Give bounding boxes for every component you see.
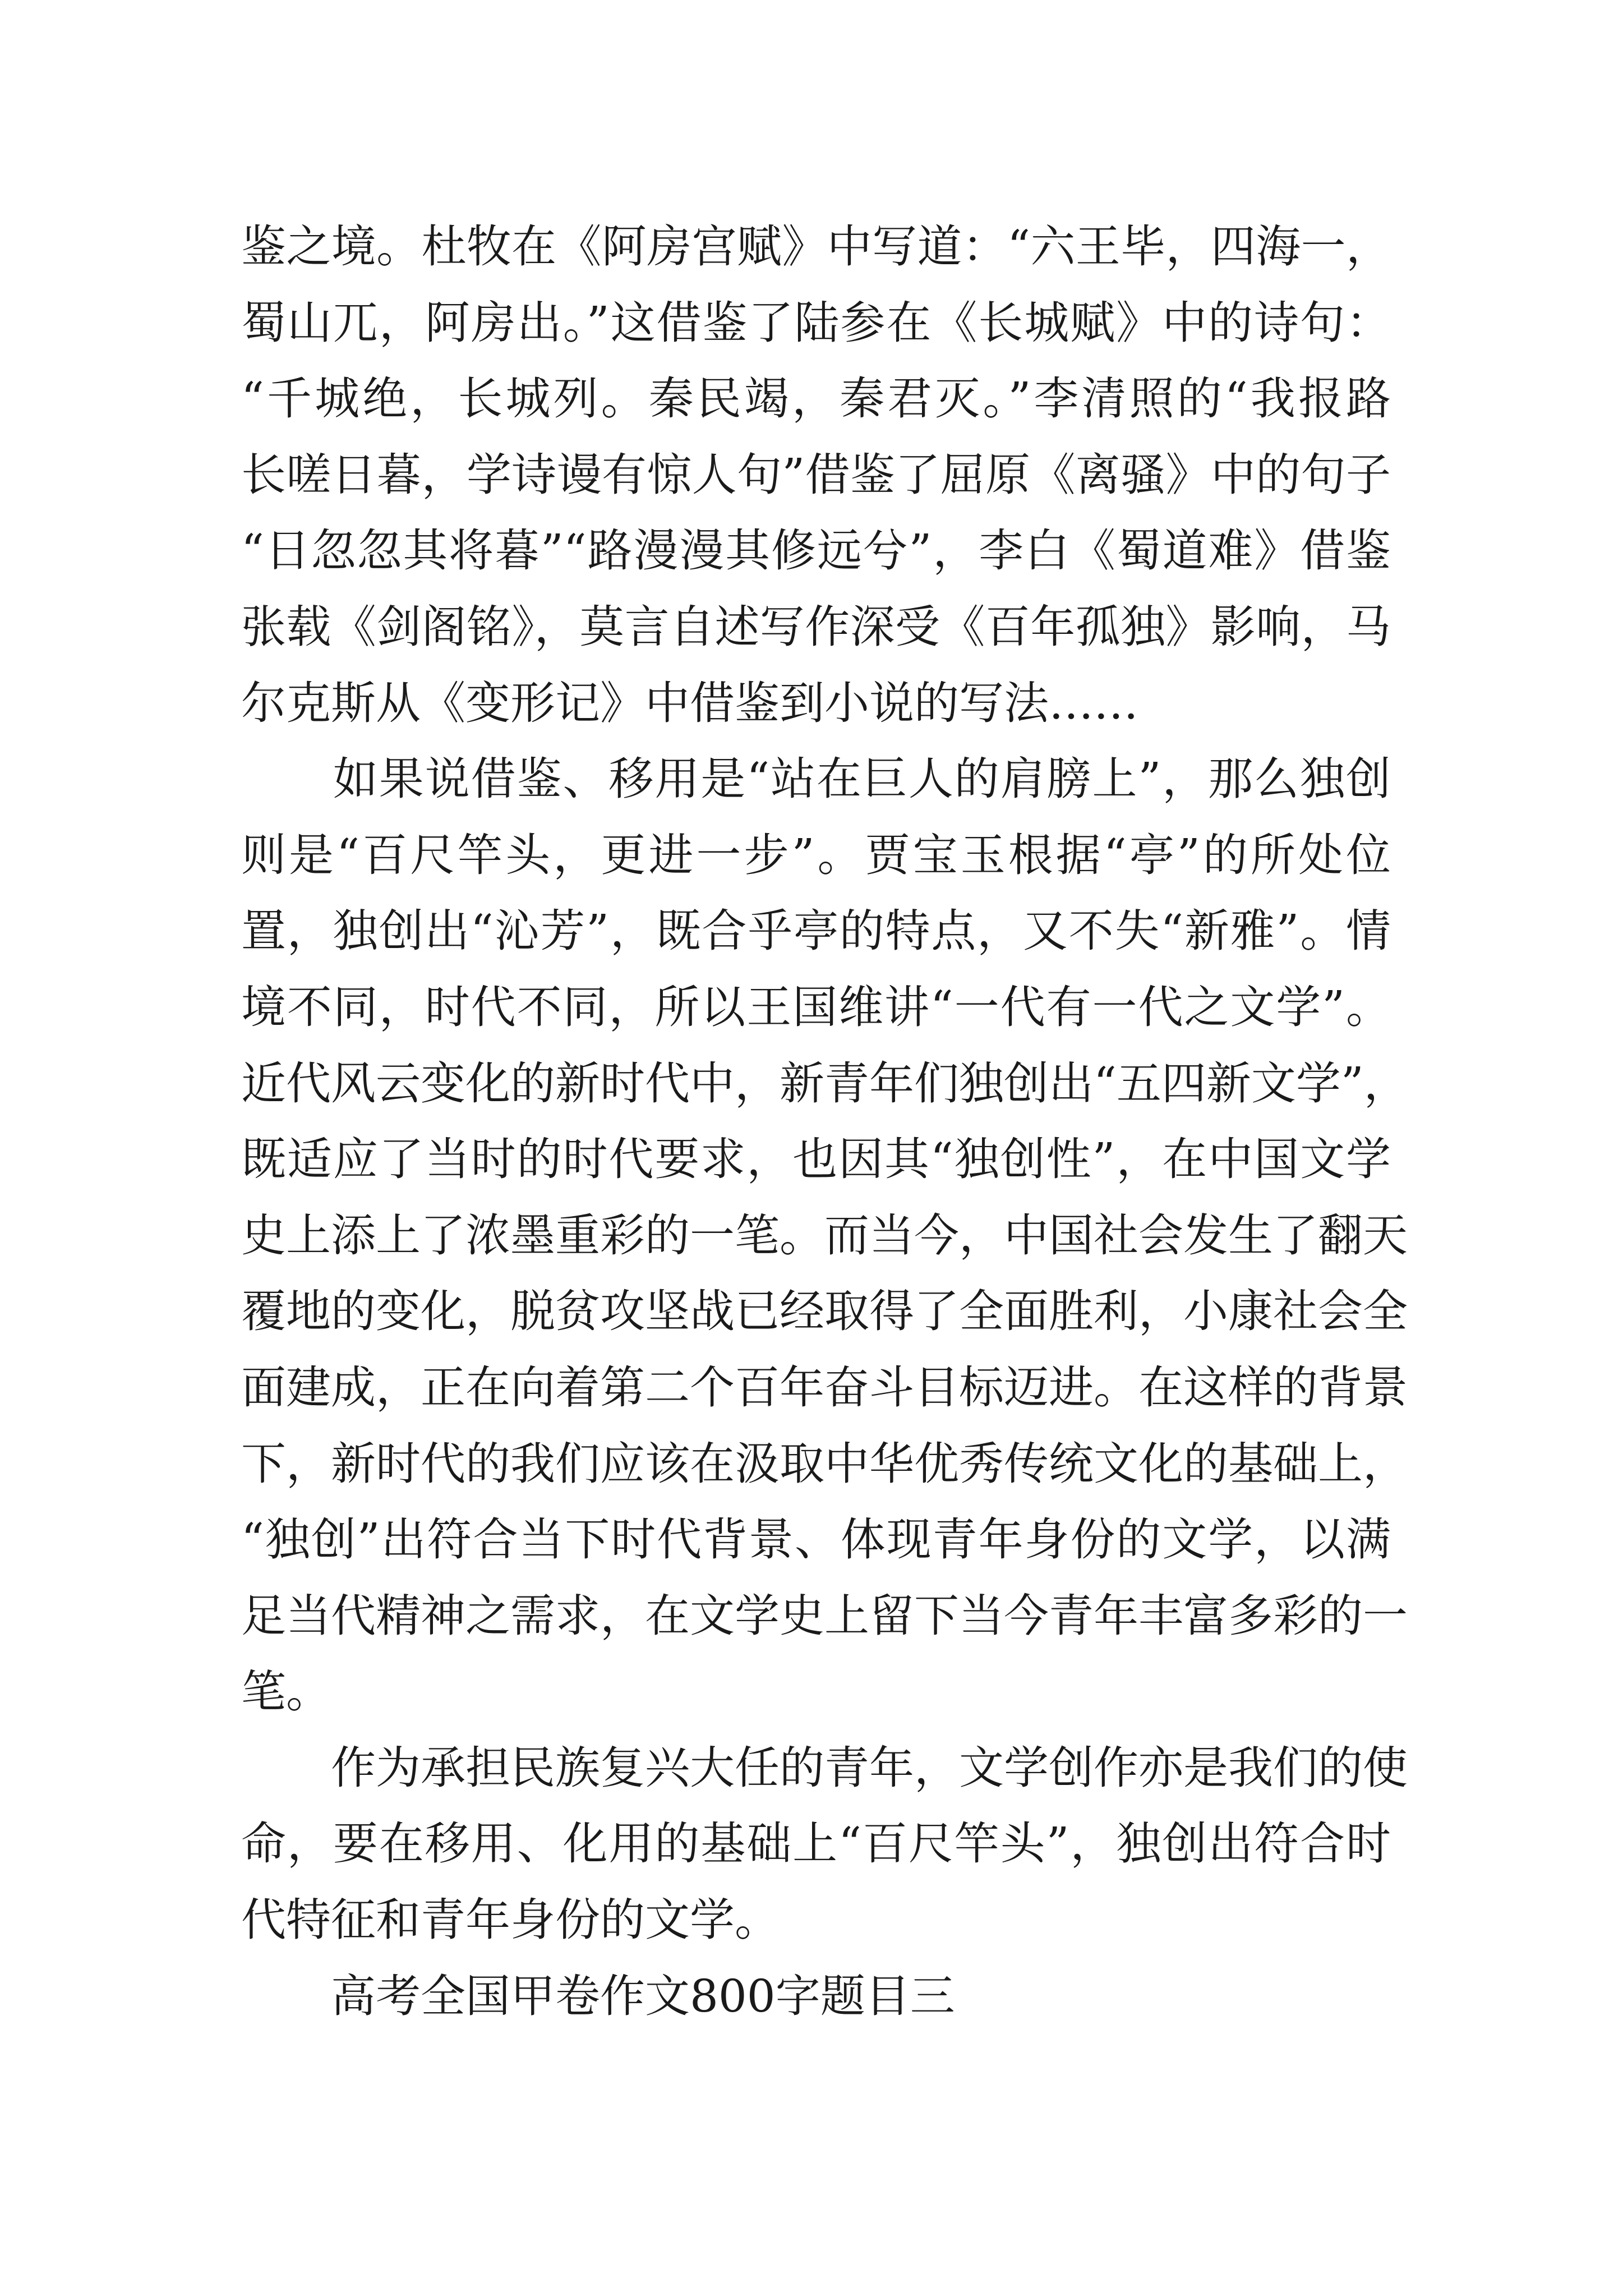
text-line: “独创”出符合当下时代背景、体现青年身份的文学，以满 [241,1513,1391,1566]
text-line: 命，要在移用、化用的基础上“百尺竿头”，独创出符合时 [241,1818,1391,1870]
paragraph-1 [241,209,1391,741]
section-heading: 高考全国甲卷作文800字题目三 [241,1970,955,2022]
text-line: 代特征和青年身份的文学。 [241,1894,780,1947]
text-line: 蜀山兀，阿房出。”这借鉴了陆参在《长城赋》中的诗句： [241,296,1391,349]
text-line: 笔。 [241,1665,331,1718]
text-line: 下，新时代的我们应该在汲取中华优秀传统文化的基础上， [241,1437,1408,1490]
text-line: 境不同，时代不同，所以王国维讲“一代有一代之文学”。 [241,981,1391,1033]
text-line: 覆地的变化，脱贫攻坚战已经取得了全面胜利，小康社会全 [241,1285,1408,1338]
text-line: 置，独创出“沁芳”，既合乎亭的特点，又不失“新雅”。情 [241,905,1391,958]
text-line: 则是“百尺竿头，更进一步”。贾宝玉根据“亭”的所处位 [241,829,1391,881]
text-line: 长嗟日暮，学诗谩有惊人句”借鉴了屈原《离骚》中的句子 [241,448,1391,501]
text-line: 如果说借鉴、移用是“站在巨人的肩膀上”，那么独创 [241,753,1391,806]
text-line: 张载《剑阁铭》，莫言自述写作深受《百年孤独》影响，马 [241,600,1391,653]
text-line: 史上添上了浓墨重彩的一笔。而当今，中国社会发生了翻天 [241,1209,1408,1262]
text-line: 鉴之境。杜牧在《阿房宫赋》中写道：“六王毕，四海一， [241,220,1391,273]
text-line: 足当代精神之需求，在文学史上留下当今青年丰富多彩的一 [241,1589,1408,1642]
paragraph-3 [241,1730,1408,1958]
text-line: 既适应了当时的时代要求，也因其“独创性”，在中国文学 [241,1133,1391,1186]
text-line: 近代风云变化的新时代中，新青年们独创出“五四新文学”， [241,1057,1409,1110]
text-line: 作为承担民族复兴大任的青年，文学创作亦是我们的使 [241,1741,1408,1794]
text-line: “日忽忽其将暮”“路漫漫其修远兮”，李白《蜀道难》借鉴 [241,524,1391,577]
document-body [241,209,1409,2034]
text-line: 面建成，正在向着第二个百年奋斗目标迈进。在这样的背景 [241,1361,1408,1414]
text-line: 尔克斯从《变形记》中借鉴到小说的写法…… [241,677,1138,729]
paragraph-2 [241,741,1409,1730]
text-line: “千城绝，长城列。秦民竭，秦君灭。”李清照的“我报路 [241,372,1391,425]
paragraph-4 [241,1958,1391,2035]
